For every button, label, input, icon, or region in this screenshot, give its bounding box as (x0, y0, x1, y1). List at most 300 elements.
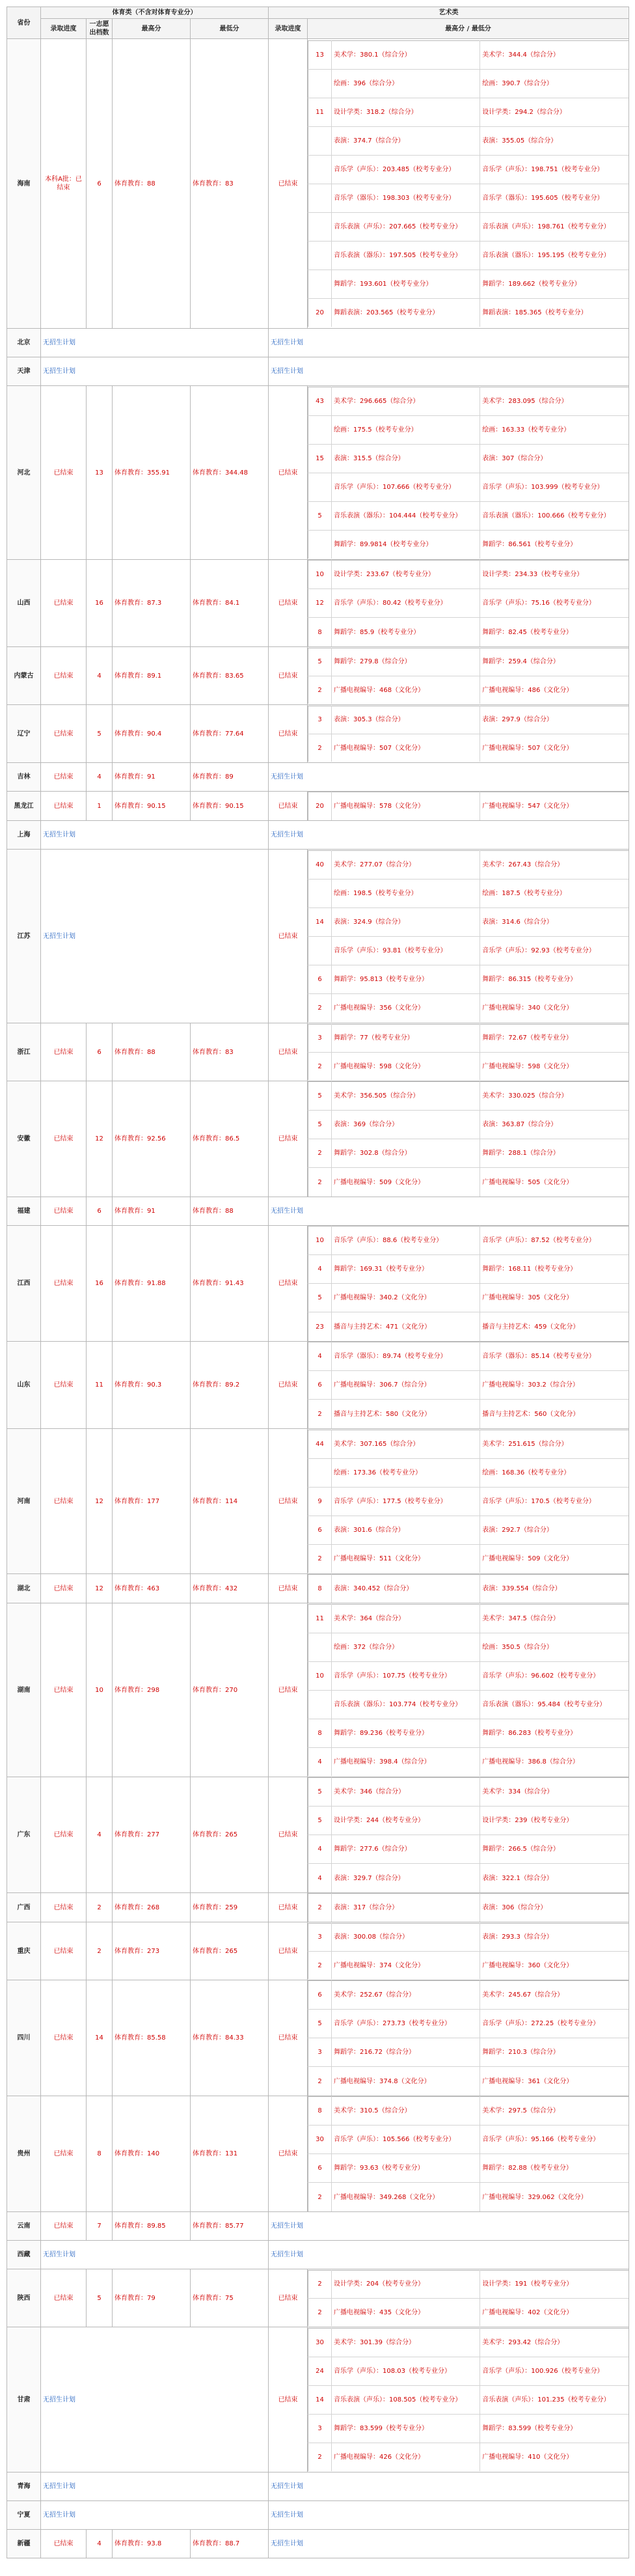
table-row (7, 792, 629, 821)
art-count: 4 (308, 1255, 332, 1284)
pe-no-plan: 无招生计划 (41, 2241, 269, 2269)
header-pe-progress: 录取进度 (41, 19, 87, 39)
art-min: 舞蹈学：72.67（校考专业分） (480, 1024, 628, 1052)
pe-min: 体育教育：86.5 (191, 1081, 269, 1197)
art-scores-cell (308, 39, 629, 329)
table-row (7, 1603, 629, 1777)
art-subtable (308, 1893, 628, 1922)
table-row (7, 1980, 629, 2096)
art-row (308, 1458, 629, 1487)
art-scores-cell (308, 2269, 629, 2327)
art-scores-cell (308, 705, 629, 763)
pe-status: 已结束 (41, 705, 87, 763)
art-max: 美术学：346（综合分） (332, 1778, 480, 1807)
art-count: 2 (308, 2298, 332, 2326)
art-count (308, 212, 332, 241)
art-min: 广播电视编导：402（文化分） (480, 2298, 628, 2326)
pe-status: 已结束 (41, 1574, 87, 1603)
art-min: 表演：314.6（综合分） (480, 907, 628, 936)
pe-status: 已结束 (41, 1197, 87, 1226)
art-min: 广播电视编导：303.2（综合分） (480, 1371, 628, 1400)
art-max: 美术学：380.1（综合分） (332, 40, 480, 69)
art-min: 舞蹈学：210.3（综合分） (480, 2038, 628, 2067)
pe-count: 4 (87, 2530, 113, 2558)
table-row (7, 2241, 629, 2269)
pe-status: 已结束 (41, 1603, 87, 1777)
art-no-plan: 无招生计划 (269, 357, 629, 386)
art-count: 13 (308, 40, 332, 69)
art-min: 音乐表演（声乐）：101.235（校考专业分） (480, 2385, 628, 2414)
art-max: 音乐学（声乐）：107.75（校考专业分） (332, 1661, 480, 1690)
art-row (308, 1778, 629, 1807)
art-min: 绘画：168.36（校考专业分） (480, 1458, 628, 1487)
art-scores-cell (308, 1980, 629, 2096)
art-min: 绘画：163.33（校考专业分） (480, 415, 628, 444)
art-count: 30 (308, 2126, 332, 2154)
art-scores-cell (308, 850, 629, 1023)
art-status: 已结束 (269, 1081, 308, 1197)
province-cell: 河南 (7, 1429, 41, 1574)
art-min: 音乐学（声乐）：272.25（校考专业分） (480, 2010, 628, 2038)
art-row (308, 2443, 629, 2471)
art-min: 广播电视编导：386.8（综合分） (480, 1747, 628, 1776)
art-count: 10 (308, 561, 332, 589)
pe-status: 已结束 (41, 792, 87, 821)
pe-max: 体育教育：88 (113, 1023, 191, 1081)
art-max: 舞蹈学：279.8（综合分） (332, 648, 480, 676)
art-scores-cell (308, 1023, 629, 1081)
art-max: 舞蹈学：169.31（校考专业分） (332, 1255, 480, 1284)
art-count: 2 (308, 1400, 332, 1428)
art-row (308, 561, 629, 589)
art-min: 音乐学（声乐）：100.926（校考专业分） (480, 2357, 628, 2385)
province-cell: 海南 (7, 39, 41, 329)
art-no-plan: 无招生计划 (269, 2241, 629, 2269)
pe-no-plan: 无招生计划 (41, 2327, 269, 2472)
province-cell: 北京 (7, 329, 41, 357)
art-count: 11 (308, 1604, 332, 1633)
art-count: 40 (308, 850, 332, 879)
art-min: 美术学：297.5（综合分） (480, 2097, 628, 2126)
pe-min: 体育教育：432 (191, 1574, 269, 1603)
pe-max: 体育教育：298 (113, 1603, 191, 1777)
art-count (308, 1633, 332, 1661)
art-min: 广播电视编导：505（文化分） (480, 1168, 628, 1197)
art-subtable (308, 40, 628, 327)
art-count: 11 (308, 98, 332, 126)
art-max: 舞蹈学：193.601（校考专业分） (332, 270, 480, 298)
art-max: 美术学：277.07（综合分） (332, 850, 480, 879)
header-art-progress: 录取进度 (269, 19, 308, 39)
art-max: 音乐学（声乐）：108.03（校考专业分） (332, 2357, 480, 2385)
art-max: 播音与主持艺术：580（文化分） (332, 1400, 480, 1428)
art-min: 舞蹈学：83.599（校考专业分） (480, 2414, 628, 2443)
art-scores-cell (308, 386, 629, 560)
pe-count: 12 (87, 1574, 113, 1603)
pe-count: 8 (87, 2096, 113, 2212)
art-scores-cell (308, 2327, 629, 2472)
province-cell: 河北 (7, 386, 41, 560)
art-min: 舞蹈学：86.283（校考专业分） (480, 1719, 628, 1747)
art-min: 设计学类：234.33（校考专业分） (480, 561, 628, 589)
art-count (308, 1458, 332, 1487)
art-max: 美术学：307.165（综合分） (332, 1430, 480, 1458)
pe-count: 5 (87, 2269, 113, 2327)
pe-max: 体育教育：177 (113, 1429, 191, 1574)
art-status: 已结束 (269, 1777, 308, 1893)
art-count (308, 1690, 332, 1719)
art-max: 音乐学（声乐）：107.666（校考专业分） (332, 473, 480, 501)
art-min: 广播电视编导：340（文化分） (480, 993, 628, 1022)
art-min: 广播电视编导：509（文化分） (480, 1544, 628, 1573)
art-status: 已结束 (269, 1603, 308, 1777)
pe-count: 13 (87, 386, 113, 560)
art-count: 4 (308, 1835, 332, 1864)
pe-count: 4 (87, 647, 113, 705)
art-max: 音乐表演（器乐）：104.444（校考专业分） (332, 501, 480, 530)
art-max: 表演：329.7（综合分） (332, 1864, 480, 1892)
art-min: 播音与主持艺术：560（文化分） (480, 1400, 628, 1428)
art-count (308, 155, 332, 184)
art-max: 表演：324.9（综合分） (332, 907, 480, 936)
province-cell: 贵州 (7, 2096, 41, 2212)
art-min: 音乐学（声乐）：96.602（校考专业分） (480, 1661, 628, 1690)
art-min: 音乐学（器乐）：195.605（校考专业分） (480, 184, 628, 212)
pe-status: 已结束 (41, 560, 87, 647)
art-row (308, 993, 629, 1022)
art-max: 表演：317（综合分） (332, 1894, 480, 1922)
art-min: 音乐学（声乐）：170.5（校考专业分） (480, 1487, 628, 1516)
pe-max: 体育教育：88 (113, 39, 191, 329)
art-count: 5 (308, 1778, 332, 1807)
art-min: 音乐学（声乐）：75.16（校考专业分） (480, 589, 628, 618)
province-cell: 山东 (7, 1342, 41, 1429)
art-count: 10 (308, 1226, 332, 1255)
pe-status: 已结束 (41, 2212, 87, 2241)
art-scores-cell (308, 1574, 629, 1603)
art-max: 舞蹈学：277.6（综合分） (332, 1835, 480, 1864)
art-max: 绘画：198.5（校考专业分） (332, 879, 480, 907)
table-row (7, 647, 629, 705)
art-row (308, 1633, 629, 1661)
art-row (308, 1835, 629, 1864)
pe-max: 体育教育：90.15 (113, 792, 191, 821)
art-row (308, 2097, 629, 2126)
pe-count: 16 (87, 1226, 113, 1342)
art-status: 已结束 (269, 705, 308, 763)
art-min: 设计学类：191（校考专业分） (480, 2270, 628, 2298)
pe-count: 2 (87, 1893, 113, 1922)
art-scores-cell (308, 1226, 629, 1342)
art-min: 音乐学（声乐）：92.93（校考专业分） (480, 936, 628, 965)
art-max: 绘画：396（综合分） (332, 69, 480, 98)
pe-min: 体育教育：90.15 (191, 792, 269, 821)
art-max: 音乐学（器乐）：198.303（校考专业分） (332, 184, 480, 212)
pe-no-plan: 无招生计划 (41, 821, 269, 850)
header-pe-group: 体育类（不含对体育专业分） (41, 7, 269, 19)
art-max: 广播电视编导：435（文化分） (332, 2298, 480, 2326)
art-count: 23 (308, 1312, 332, 1341)
art-count: 8 (308, 2097, 332, 2126)
art-count: 4 (308, 1864, 332, 1892)
art-row (308, 1255, 629, 1284)
art-row (308, 1342, 629, 1371)
art-max: 广播电视编导：507（文化分） (332, 734, 480, 762)
art-max: 美术学：310.5（综合分） (332, 2097, 480, 2126)
art-subtable (308, 850, 628, 1023)
art-count: 2 (308, 1894, 332, 1922)
art-subtable (308, 1430, 628, 1573)
art-row (308, 879, 629, 907)
header-pe-count: 一志愿出档数 (87, 19, 113, 39)
art-status: 已结束 (269, 2327, 308, 2472)
art-subtable (308, 2270, 628, 2327)
pe-status: 已结束 (41, 1777, 87, 1893)
art-count: 3 (308, 2038, 332, 2067)
province-cell: 广东 (7, 1777, 41, 1893)
art-min: 表演：363.87（综合分） (480, 1111, 628, 1139)
art-no-plan: 无招生计划 (269, 2212, 629, 2241)
art-subtable (308, 1226, 628, 1341)
art-min: 广播电视编导：410（文化分） (480, 2443, 628, 2471)
art-row (308, 1487, 629, 1516)
art-status: 已结束 (269, 1429, 308, 1574)
province-cell: 浙江 (7, 1023, 41, 1081)
art-min: 音乐表演（器乐）：100.666（校考专业分） (480, 501, 628, 530)
art-count: 14 (308, 907, 332, 936)
art-subtable (308, 1604, 628, 1777)
art-row (308, 1168, 629, 1197)
art-min: 绘画：350.5（综合分） (480, 1633, 628, 1661)
pe-min: 体育教育：75 (191, 2269, 269, 2327)
header-art-min: 最低分 (471, 25, 491, 33)
art-max: 广播电视编导：306.7（综合分） (332, 1371, 480, 1400)
art-count: 10 (308, 1661, 332, 1690)
art-status: 已结束 (269, 1980, 308, 2096)
art-status: 已结束 (269, 2096, 308, 2212)
pe-count: 10 (87, 1603, 113, 1777)
art-min: 舞蹈表演：185.365（校考专业分） (480, 298, 628, 327)
art-count: 2 (308, 1951, 332, 1979)
art-min: 绘画：187.5（校考专业分） (480, 879, 628, 907)
art-row (308, 241, 629, 270)
art-max: 广播电视编导：598（文化分） (332, 1052, 480, 1080)
art-count: 6 (308, 965, 332, 993)
art-row (308, 2298, 629, 2326)
pe-max: 体育教育：87.3 (113, 560, 191, 647)
art-row (308, 1284, 629, 1312)
header-row-group (7, 7, 629, 19)
pe-max: 体育教育：463 (113, 1574, 191, 1603)
art-status: 已结束 (269, 39, 308, 329)
art-row (308, 1371, 629, 1400)
art-min: 表演：292.7（综合分） (480, 1516, 628, 1544)
art-min: 舞蹈学：189.662（校考专业分） (480, 270, 628, 298)
art-max: 广播电视编导：398.4（综合分） (332, 1747, 480, 1776)
pe-min: 体育教育：344.48 (191, 386, 269, 560)
pe-min: 体育教育：77.64 (191, 705, 269, 763)
art-row (308, 1052, 629, 1080)
art-min: 音乐表演（器乐）：95.484（校考专业分） (480, 1690, 628, 1719)
art-min: 美术学：245.67（综合分） (480, 1981, 628, 2010)
art-row (308, 1516, 629, 1544)
art-count (308, 473, 332, 501)
art-count: 2 (308, 993, 332, 1022)
pe-max: 体育教育：90.4 (113, 705, 191, 763)
art-row (308, 1430, 629, 1458)
pe-count: 6 (87, 39, 113, 329)
art-count: 24 (308, 2357, 332, 2385)
table-row (7, 705, 629, 763)
art-scores-cell (308, 560, 629, 647)
table-row (7, 1226, 629, 1342)
header-art-scores: 最高分 / 最低分 (308, 19, 629, 39)
art-row (308, 936, 629, 965)
art-row (308, 69, 629, 98)
pe-no-plan: 无招生计划 (41, 357, 269, 386)
art-count: 5 (308, 501, 332, 530)
pe-max: 体育教育：273 (113, 1922, 191, 1980)
pe-status: 已结束 (41, 2096, 87, 2212)
art-max: 舞蹈学：89.9814（校考专业分） (332, 530, 480, 559)
art-max: 美术学：356.505（综合分） (332, 1082, 480, 1111)
art-row (308, 1807, 629, 1835)
art-max: 音乐表演（声乐）：108.505（校考专业分） (332, 2385, 480, 2414)
art-min: 广播电视编导：360（文化分） (480, 1951, 628, 1979)
art-subtable (308, 1923, 628, 1980)
art-min: 音乐表演（器乐）：195.195（校考专业分） (480, 241, 628, 270)
art-count (308, 241, 332, 270)
pe-count: 12 (87, 1081, 113, 1197)
art-count (308, 184, 332, 212)
table-row (7, 1893, 629, 1922)
art-max: 音乐表演（器乐）：103.774（校考专业分） (332, 1690, 480, 1719)
table-row (7, 763, 629, 792)
art-no-plan: 无招生计划 (269, 1197, 629, 1226)
art-row (308, 2126, 629, 2154)
art-count: 8 (308, 1719, 332, 1747)
pe-min: 体育教育：89.2 (191, 1342, 269, 1429)
art-max: 绘画：173.36（校考专业分） (332, 1458, 480, 1487)
province-cell: 黑龙江 (7, 792, 41, 821)
art-row (308, 792, 629, 820)
art-status: 已结束 (269, 1226, 308, 1342)
art-count: 5 (308, 1111, 332, 1139)
art-min: 美术学：293.42（综合分） (480, 2328, 628, 2357)
art-row (308, 589, 629, 618)
pe-max: 体育教育：91 (113, 1197, 191, 1226)
art-row (308, 2357, 629, 2385)
art-count: 3 (308, 2414, 332, 2443)
art-max: 表演：369（综合分） (332, 1111, 480, 1139)
art-count: 6 (308, 1371, 332, 1400)
art-count: 44 (308, 1430, 332, 1458)
pe-max: 体育教育：355.91 (113, 386, 191, 560)
art-max: 广播电视编导：511（文化分） (332, 1544, 480, 1573)
art-status: 已结束 (269, 2269, 308, 2327)
art-min: 表演：339.554（综合分） (480, 1575, 628, 1603)
pe-no-plan: 无招生计划 (41, 329, 269, 357)
art-count (308, 415, 332, 444)
table-row (7, 1197, 629, 1226)
pe-status: 已结束 (41, 1023, 87, 1081)
art-count (308, 69, 332, 98)
pe-count: 4 (87, 763, 113, 792)
art-row (308, 1575, 629, 1603)
province-cell: 天津 (7, 357, 41, 386)
art-row (308, 1111, 629, 1139)
art-row (308, 850, 629, 879)
art-max: 舞蹈学：83.599（校考专业分） (332, 2414, 480, 2443)
province-cell: 湖北 (7, 1574, 41, 1603)
art-min: 舞蹈学：86.315（校考专业分） (480, 965, 628, 993)
pe-min: 体育教育：88 (191, 1197, 269, 1226)
table-row (7, 1922, 629, 1980)
art-min: 设计学类：294.2（综合分） (480, 98, 628, 126)
art-count: 2 (308, 734, 332, 762)
art-row (308, 965, 629, 993)
art-count (308, 879, 332, 907)
art-min: 音乐学（器乐）：85.14（校考专业分） (480, 1342, 628, 1371)
art-max: 广播电视编导：426（文化分） (332, 2443, 480, 2471)
pe-max: 体育教育：277 (113, 1777, 191, 1893)
art-row (308, 648, 629, 676)
art-status: 已结束 (269, 1023, 308, 1081)
pe-count: 4 (87, 1777, 113, 1893)
art-max: 广播电视编导：374.8（文化分） (332, 2067, 480, 2096)
art-max: 广播电视编导：509（文化分） (332, 1168, 480, 1197)
pe-max: 体育教育：89.85 (113, 2212, 191, 2241)
art-no-plan: 无招生计划 (269, 821, 629, 850)
art-count: 3 (308, 1923, 332, 1951)
art-subtable (308, 1777, 628, 1892)
art-scores-cell (308, 1893, 629, 1922)
art-row (308, 1690, 629, 1719)
art-max: 美术学：296.665（综合分） (332, 387, 480, 415)
art-max: 舞蹈学：216.72（综合分） (332, 2038, 480, 2067)
art-max: 音乐学（声乐）：93.81（校考专业分） (332, 936, 480, 965)
art-row (308, 706, 629, 734)
pe-count: 5 (87, 705, 113, 763)
pe-max: 体育教育：93.8 (113, 2530, 191, 2558)
art-max: 广播电视编导：468（文化分） (332, 676, 480, 704)
province-cell: 山西 (7, 560, 41, 647)
art-row (308, 2154, 629, 2183)
table-row (7, 39, 629, 329)
art-max: 表演：315.5（综合分） (332, 444, 480, 473)
art-no-plan: 无招生计划 (269, 2501, 629, 2530)
pe-count: 11 (87, 1342, 113, 1429)
pe-max: 体育教育：89.1 (113, 647, 191, 705)
pe-status: 本科A批：已结束 (41, 39, 87, 329)
art-row (308, 1226, 629, 1255)
art-row (308, 1544, 629, 1573)
art-no-plan: 无招生计划 (269, 329, 629, 357)
art-min: 绘画：390.7（综合分） (480, 69, 628, 98)
art-row (308, 501, 629, 530)
art-row (308, 387, 629, 415)
art-row (308, 907, 629, 936)
art-row (308, 415, 629, 444)
pe-max: 体育教育：79 (113, 2269, 191, 2327)
art-scores-cell (308, 1603, 629, 1777)
art-min: 舞蹈学：266.5（综合分） (480, 1835, 628, 1864)
pe-status: 已结束 (41, 1081, 87, 1197)
art-row (308, 98, 629, 126)
header-row-columns (7, 19, 629, 39)
art-max: 音乐学（器乐）：89.74（校考专业分） (332, 1342, 480, 1371)
art-count: 9 (308, 1487, 332, 1516)
